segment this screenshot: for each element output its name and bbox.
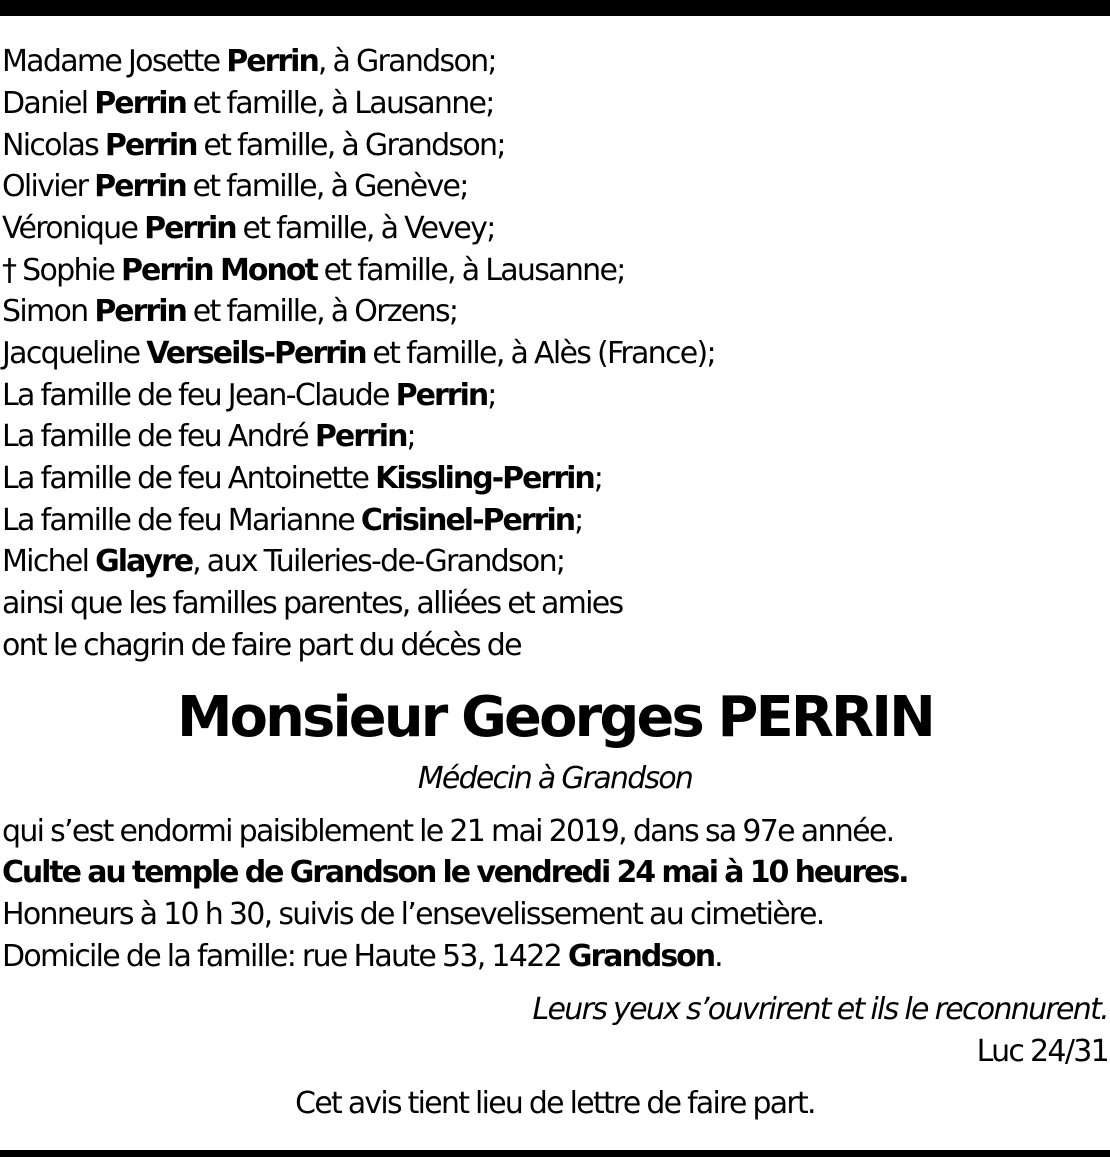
family-line: Simon Perrin et famille, à Orzens; <box>2 294 458 329</box>
family-line: Nicolas Perrin et famille, à Grandson; <box>2 128 505 163</box>
closing-line: ont le chagrin de faire part du décès de <box>2 628 521 663</box>
family-line: Madame Josette Perrin, à Grandson; <box>2 44 496 79</box>
family-line: La famille de feu Antoinette Kissling-Perrin; <box>2 461 603 496</box>
bottom-rule <box>0 1150 1110 1157</box>
honours-statement: Honneurs à 10 h 30, suivis de l’ensevelissement au cimetière. <box>2 897 824 932</box>
deceased-occupation: Médecin à Grandson <box>417 761 693 796</box>
family-line: Véronique Perrin et famille, à Vevey; <box>2 211 495 246</box>
closing-line: ainsi que les familles parentes, alliées et amies <box>2 586 623 621</box>
family-line: † Sophie Perrin Monot et famille, à Lausanne; <box>2 253 625 288</box>
death-statement: qui s’est endormi paisiblement le 21 mai 2019, dans sa 97e année. <box>2 814 894 849</box>
deceased-name: Monsieur Georges PERRIN <box>176 685 934 750</box>
family-line: La famille de feu Marianne Crisinel-Perrin; <box>2 503 583 538</box>
family-line: La famille de feu André Perrin; <box>2 419 415 454</box>
family-line: Olivier Perrin et famille, à Genève; <box>2 169 468 204</box>
footer-note: Cet avis tient lieu de lettre de faire part. <box>295 1086 815 1121</box>
family-line: Jacqueline Verseils-Perrin et famille, à Alès (France); <box>2 336 715 371</box>
family-domicile: Domicile de la famille: rue Haute 53, 1422 Grandson. <box>2 939 722 974</box>
family-line: La famille de feu Jean-Claude Perrin; <box>2 378 496 413</box>
service-announcement: Culte au temple de Grandson le vendredi 24 mai à 10 heures. <box>2 855 908 890</box>
family-line: Michel Glayre, aux Tuileries-de-Grandson; <box>2 544 565 579</box>
bible-verse: Leurs yeux s’ouvrirent et ils le reconnurent. <box>532 992 1108 1027</box>
family-line: Daniel Perrin et famille, à Lausanne; <box>2 86 494 121</box>
verse-reference: Luc 24/31 <box>976 1034 1108 1069</box>
